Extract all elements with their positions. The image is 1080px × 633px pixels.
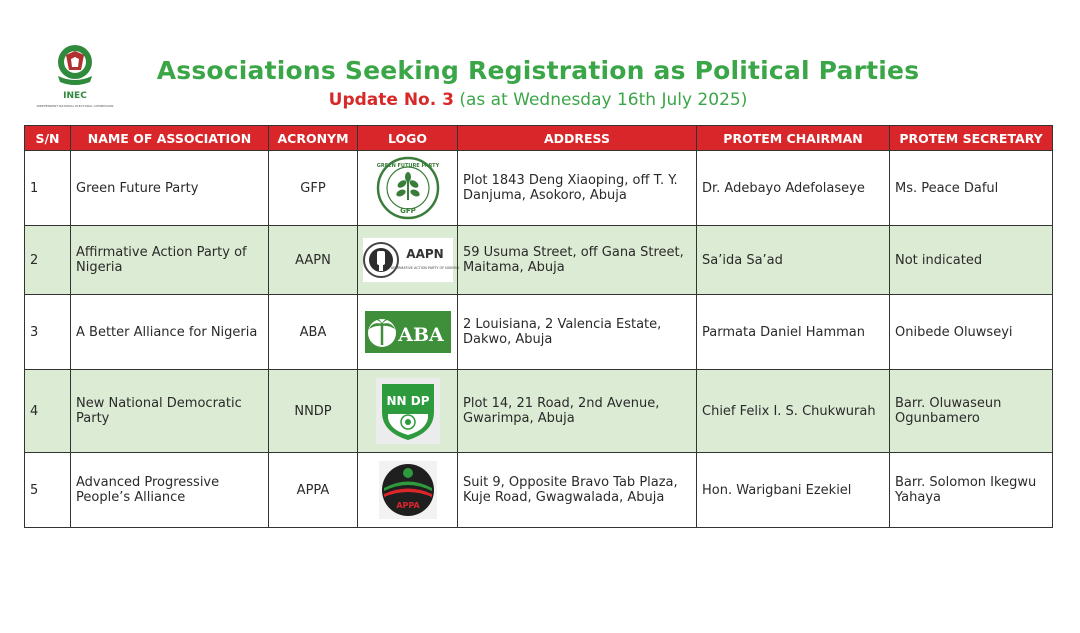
table-row [25, 226, 1053, 295]
row-name: New National Democratic Party [71, 370, 269, 453]
row-address: Plot 1843 Deng Xiaoping, off T. Y. Danjuma, Asokoro, Abuja [458, 151, 697, 226]
row-address: 2 Louisiana, 2 Valencia Estate, Dakwo, Abuja [458, 295, 697, 370]
row-sn: 2 [25, 226, 71, 295]
row-chairman: Parmata Daniel Hamman [697, 295, 890, 370]
update-label: Update No. 3 [328, 90, 454, 110]
associations-table [24, 125, 1053, 528]
appa-logo-text: APPA [395, 501, 420, 510]
row-address: 59 Usuma Street, off Gana Street, Maitama, Abuja [458, 226, 697, 295]
row-name: Affirmative Action Party of Nigeria [71, 226, 269, 295]
row-secretary: Not indicated [890, 226, 1053, 295]
row-secretary: Barr. Oluwaseun Ogunbamero [890, 370, 1053, 453]
column-header-chairman: PROTEM CHAIRMAN [697, 126, 890, 151]
table-row [25, 370, 1053, 453]
update-date: (as at Wednesday 16th July 2025) [459, 90, 748, 110]
header [0, 0, 1080, 125]
page-title: Associations Seeking Registration as Political Parties [156, 56, 920, 85]
row-address: Plot 14, 21 Road, 2nd Avenue, Gwarimpa, Abuja [458, 370, 697, 453]
inec-logo-subtext: INDEPENDENT NATIONAL ELECTORAL COMMISSION [36, 104, 114, 108]
row-chairman: Chief Felix I. S. Chukwurah [697, 370, 890, 453]
row-name: A Better Alliance for Nigeria [71, 295, 269, 370]
column-header-acronym: ACRONYM [269, 126, 358, 151]
row-acronym: ABA [269, 295, 358, 370]
aapn-logo-text: AAPN [406, 247, 444, 261]
table-row [25, 295, 1053, 370]
row-acronym: NNDP [269, 370, 358, 453]
row-logo [358, 453, 458, 528]
aapn-logo [363, 238, 460, 282]
table-row [25, 151, 1053, 226]
row-acronym: AAPN [269, 226, 358, 295]
row-logo [358, 370, 458, 453]
row-secretary: Barr. Solomon Ikegwu Yahaya [890, 453, 1053, 528]
row-name: Green Future Party [71, 151, 269, 226]
gfp-logo-ring-text: GREEN FUTURE PARTY [376, 163, 439, 169]
row-sn: 1 [25, 151, 71, 226]
row-address: Suit 9, Opposite Bravo Tab Plaza, Kuje Road, Gwagwalada, Abuja [458, 453, 697, 528]
nndp-logo [376, 378, 440, 444]
column-header-name: NAME OF ASSOCIATION [71, 126, 269, 151]
row-sn: 3 [25, 295, 71, 370]
row-chairman: Sa’ida Sa’ad [697, 226, 890, 295]
page-subtitle [0, 90, 1076, 110]
gfp-logo-text: GFP [399, 207, 416, 215]
row-secretary: Ms. Peace Daful [890, 151, 1053, 226]
aba-logo [365, 311, 451, 353]
gfp-logo [376, 156, 440, 220]
inec-logo-text: INEC [63, 91, 87, 101]
row-logo [358, 226, 458, 295]
row-logo [358, 295, 458, 370]
nndp-logo-text: NN DP [385, 394, 430, 408]
aapn-logo-subtext: AFFIRMATIVE ACTION PARTY OF NIGERIA [390, 266, 460, 270]
aba-logo-text: ABA [397, 324, 444, 346]
column-header-sn: S/N [25, 126, 71, 151]
row-chairman: Dr. Adebayo Adefolaseye [697, 151, 890, 226]
row-chairman: Hon. Warigbani Ezekiel [697, 453, 890, 528]
column-header-logo: LOGO [358, 126, 458, 151]
row-logo [358, 151, 458, 226]
row-acronym: APPA [269, 453, 358, 528]
table-header-row [25, 126, 1053, 151]
table-row [25, 453, 1053, 528]
row-secretary: Onibede Oluwseyi [890, 295, 1053, 370]
appa-logo [379, 461, 437, 519]
row-sn: 4 [25, 370, 71, 453]
row-name: Advanced Progressive People’s Alliance [71, 453, 269, 528]
row-sn: 5 [25, 453, 71, 528]
column-header-secretary: PROTEM SECRETARY [890, 126, 1053, 151]
column-header-address: ADDRESS [458, 126, 697, 151]
row-acronym: GFP [269, 151, 358, 226]
